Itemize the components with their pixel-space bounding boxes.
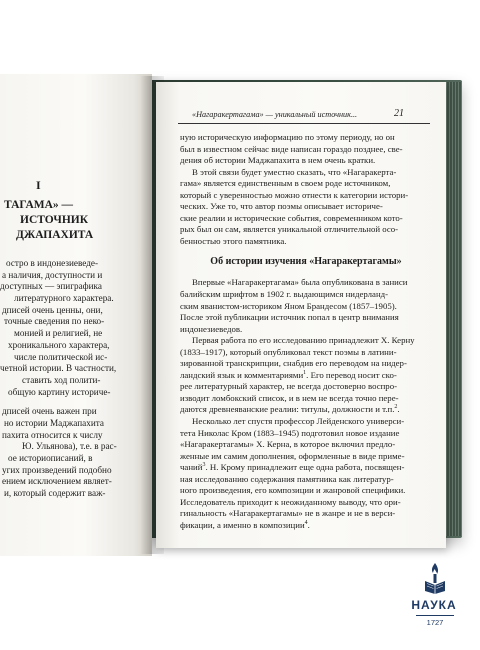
text-line: точные сведения по неко- (4, 316, 105, 327)
publisher-name: НАУКА (411, 598, 457, 612)
text-line: гинальность «Нагаракертагамы» не в жанре и не в верси- (180, 508, 396, 519)
text-line: Несколько лет спустя профессор Лейденского универси- (192, 416, 405, 427)
right-page (156, 82, 446, 548)
footnote-ref: 2 (394, 404, 398, 411)
footnote-ref: 3 (202, 462, 206, 469)
text-line: остро в индонезиеведе- (6, 258, 99, 268)
text-fragment: . Н. Крому принадлежит еще одна работа, посвящен- (205, 462, 405, 473)
text-line: и, который содержит важ- (4, 488, 106, 499)
section-heading: Об истории изучения «Нагаракертагамы» (210, 256, 402, 268)
text-line: общую картину историче- (8, 386, 111, 397)
text-line: а наличия, доступности и (2, 269, 103, 280)
text-line: ного произведения, его композиции и жанровой специфики. (180, 485, 406, 496)
text-line: тета Николас Кром (1883–1945) подготовил новое издание (180, 427, 400, 438)
text-line: ная исследованию содержания памятника как литератур- (180, 473, 394, 484)
text-line: монией и религией, не (14, 328, 103, 339)
text-line: В этой связи будет уместно сказать, что «Нагаракерта- (192, 166, 397, 177)
text-line: «Нагаракертагамы» Х. Керна, в которое включил предло- (180, 439, 396, 450)
text-line: даются древнеяванские реалии: титулы, должности и т.п.$^2$. (180, 404, 400, 415)
text-line: ением исключением являет- (2, 476, 112, 487)
text-line: женные им самим дополнения, оформленные в виде приме- (180, 450, 405, 461)
text-line (180, 370, 432, 382)
text-line: После этой публикации источник попал в центр внимания (180, 312, 399, 323)
text-line: изводит ломбокский список, и в нем не всегда точно пере- (180, 392, 399, 403)
text-line: (1833–1917), который опубликовал текст поэмы в латини- (180, 346, 397, 357)
text-fragment: чаний (180, 462, 203, 473)
text-line: бенностью этого памятника. (180, 235, 287, 246)
text-line: доступных — эпиграфика (0, 281, 102, 292)
text-fragment: фикации, а именно в композиции (180, 519, 305, 530)
publisher-rule (416, 615, 454, 616)
text-fragment: . Его перевод носит ско- (306, 369, 397, 380)
text-line: индонезиеведов. (180, 323, 243, 334)
page-number: 21 (394, 108, 404, 119)
text-line: который с уверенностью можно отнести к категории истори- (180, 189, 409, 200)
text-line: угих произведений подобно (2, 464, 112, 475)
text-line: дения об истории Маджапахита в нем очень кратки. (180, 155, 376, 166)
text-line: числе политической ис- (14, 351, 108, 362)
chapter-title-line: ТАГАМА» — (4, 199, 74, 211)
chapter-number: I (36, 178, 41, 192)
text-line: ставить ход полити- (22, 374, 101, 385)
text-line (180, 462, 432, 474)
running-head: «Нагаракертагама» — уникальный источник... (192, 110, 358, 119)
text-line: но истории Маджапахита (4, 417, 104, 428)
right-page-text (180, 132, 432, 532)
header-rule (178, 123, 430, 124)
chapter-title-line: ИСТОЧНИК (20, 214, 89, 226)
text-line: хроникального характера, (8, 339, 110, 350)
footnote-ref: 1 (303, 369, 307, 376)
text-line: балийским шрифтом в 1902 г. выдающимся нидерланд- (180, 289, 389, 300)
torch-book-icon (424, 562, 446, 594)
text-line: пахита относится к числу (2, 429, 103, 440)
left-page (0, 74, 152, 556)
text-line: фикации, а именно в композиции$^4$. (180, 519, 310, 530)
left-page-text (0, 258, 152, 500)
text-line: ские реалии и исторические события, современником кото- (180, 212, 403, 223)
publisher-logo (411, 562, 457, 634)
text-line: Первая работа по его исследованию принадлежит Х. Керну (192, 335, 415, 346)
text-fragment: даются древнеяванские реалии: титулы, должности и т.п. (180, 404, 395, 415)
text-line: рее литературный характер, не всегда достоверно воспро- (180, 381, 398, 392)
text-line: гама» является единственным в своем роде источником, (180, 178, 391, 189)
text-line: был в известном сейчас виде написан гораздо позднее, све- (180, 143, 403, 154)
text-line: ое историописаний, в (8, 453, 93, 463)
publisher-year: 1727 (426, 618, 444, 627)
footnote-ref: 4 (304, 520, 308, 527)
text-line: литературного характера. (14, 293, 114, 304)
text-line: Ю. Ульянова), т.е. в рас- (22, 441, 117, 452)
text-line: ским яванистом-историком Яном Брандесом (1857–1905). (180, 300, 397, 311)
chapter-title (2, 198, 152, 243)
text-line: зированной транскрипции, снабдив его переводом на нидер- (180, 358, 407, 369)
text-line: рых был он сам, является уникальной отличительной осо- (180, 224, 399, 235)
text-line: дписей очень важен при (2, 406, 97, 417)
text-fragment: ландский язык и комментариями (180, 369, 304, 380)
chapter-title-line: ДЖАПАХИТА (16, 229, 94, 241)
text-line: ческих. Уже то, что автор поэмы описывает историче- (180, 201, 383, 212)
text-line: дписей очень ценны, они, (2, 304, 103, 315)
text-line: четной истории. В частности, (0, 363, 117, 374)
text-line: Исследователь приходит к неожиданному выводу, что ори- (180, 496, 401, 507)
text-line: Впервые «Нагаракертагама» была опубликована в заниси (192, 277, 408, 288)
text-line: ную историческую информацию по этому периоду, но он (180, 132, 395, 142)
